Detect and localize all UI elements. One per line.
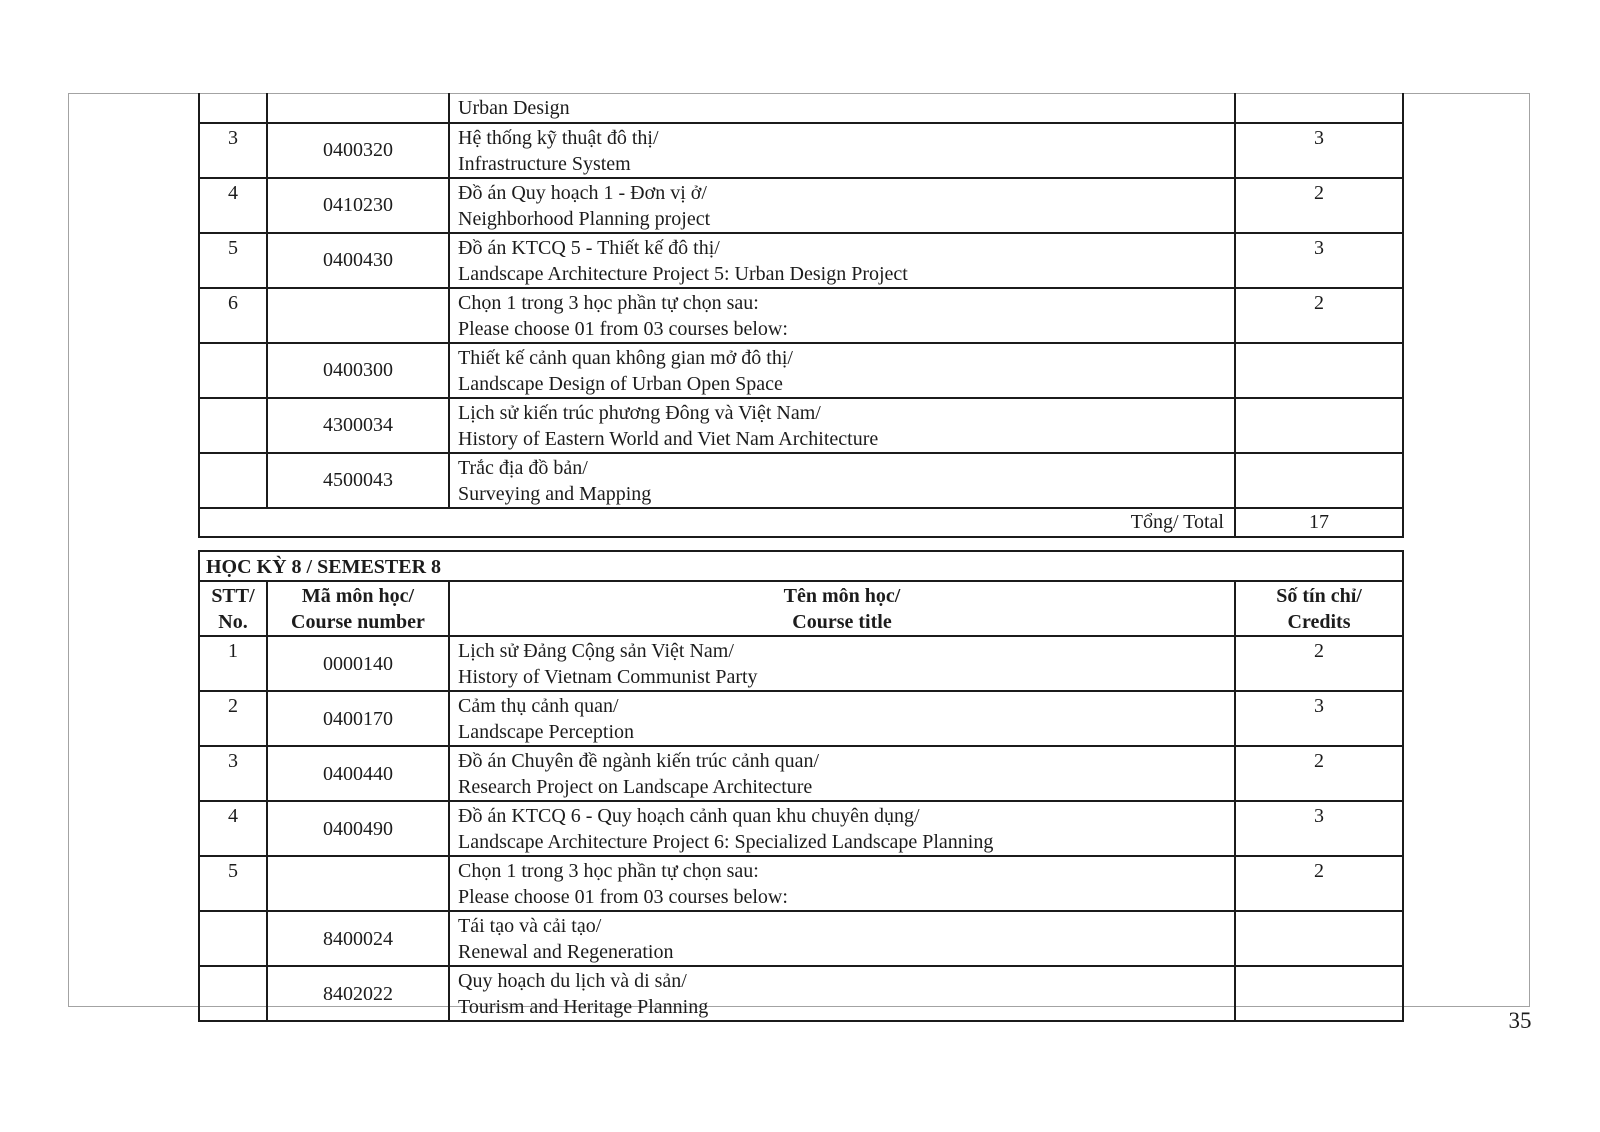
course-title-vi: Tái tạo và cải tạo/ — [458, 915, 602, 937]
course-title-cell — [449, 288, 1235, 343]
header-credits-cell — [1235, 581, 1403, 636]
header-credits-line1: Số tín chỉ/ — [1276, 585, 1362, 607]
course-no-cell: 5 — [199, 233, 267, 288]
course-code-cell: 8402022 — [267, 966, 449, 1021]
course-code-cell: 0000140 — [267, 636, 449, 691]
course-title-cell — [449, 94, 1235, 123]
total-credits-cell: 17 — [1235, 508, 1403, 537]
table-row — [199, 636, 1403, 691]
credits-cell: 2 — [1235, 288, 1403, 343]
table-row — [199, 856, 1403, 911]
course-code-cell: 8400024 — [267, 911, 449, 966]
table-row — [199, 123, 1403, 178]
course-title-en: Renewal and Regeneration — [458, 941, 674, 963]
header-code-line2: Course number — [291, 611, 425, 633]
table-row — [199, 911, 1403, 966]
course-title-en: History of Eastern World and Viet Nam Architecture — [458, 427, 879, 450]
header-code-line1: Mã môn học/ — [301, 585, 415, 607]
course-code-cell: 0400430 — [267, 233, 449, 288]
credits-cell: 3 — [1235, 691, 1403, 746]
credits-cell — [1235, 398, 1403, 453]
course-code-cell — [267, 856, 449, 911]
header-title-line1: Tên môn học/ — [783, 585, 901, 607]
course-title-en: Neighborhood Planning project — [458, 207, 711, 230]
table-row — [199, 343, 1403, 398]
course-title-vi: Chọn 1 trong 3 học phần tự chọn sau: — [458, 860, 759, 882]
course-title-cell — [449, 233, 1235, 288]
course-code-cell: 4300034 — [267, 398, 449, 453]
credits-cell: 2 — [1235, 636, 1403, 691]
course-code-cell: 0410230 — [267, 178, 449, 233]
credits-cell: 3 — [1235, 233, 1403, 288]
course-title-cell — [449, 453, 1235, 508]
course-title-cell — [449, 801, 1235, 856]
table-row — [199, 966, 1403, 1021]
table-row — [199, 801, 1403, 856]
course-title-en: Infrastructure System — [458, 152, 631, 175]
course-title-vi: Đồ án KTCQ 5 - Thiết kế đô thị/ — [458, 236, 720, 259]
table-row — [199, 94, 1403, 123]
credits-cell: 2 — [1235, 178, 1403, 233]
course-title-cell — [449, 343, 1235, 398]
course-no-cell: 1 — [199, 636, 267, 691]
course-title-cell — [449, 691, 1235, 746]
credits-cell — [1235, 966, 1403, 1021]
credits-cell — [1235, 343, 1403, 398]
table-row — [199, 233, 1403, 288]
course-code-cell: 0400170 — [267, 691, 449, 746]
table-row — [199, 398, 1403, 453]
course-no-cell: 6 — [199, 288, 267, 343]
course-title-vi: Hệ thống kỹ thuật đô thị/ — [458, 126, 659, 149]
course-title-vi: Cảm thụ cảnh quan/ — [458, 695, 619, 717]
course-no-cell — [199, 398, 267, 453]
course-title-cell — [449, 911, 1235, 966]
course-no-cell: 4 — [199, 178, 267, 233]
course-title-cell — [449, 746, 1235, 801]
course-code-cell: 4500043 — [267, 453, 449, 508]
course-title-vi: Đồ án Quy hoạch 1 - Đơn vị ở/ — [458, 181, 707, 204]
course-no-cell: 3 — [199, 123, 267, 178]
credits-cell: 3 — [1235, 801, 1403, 856]
header-no-line1: STT/ — [211, 585, 255, 607]
table-row — [199, 178, 1403, 233]
course-title-cell — [449, 398, 1235, 453]
semester7-courses-table-continued — [198, 93, 1404, 538]
course-title-vi: Quy hoạch du lịch và di sản/ — [458, 970, 687, 992]
course-title-en: Please choose 01 from 03 courses below: — [458, 886, 788, 908]
course-title-vi: Chọn 1 trong 3 học phần tự chọn sau: — [458, 291, 759, 314]
semester-title-row — [199, 551, 1403, 581]
course-title-vi: Lịch sử Đảng Cộng sản Việt Nam/ — [458, 640, 734, 662]
course-no-cell: 5 — [199, 856, 267, 911]
header-title-cell — [449, 581, 1235, 636]
course-no-cell — [199, 94, 267, 123]
course-code-cell: 0400440 — [267, 746, 449, 801]
header-code-cell — [267, 581, 449, 636]
course-no-cell — [199, 911, 267, 966]
total-label-cell: Tổng/ Total — [199, 508, 1235, 537]
course-title-en: Tourism and Heritage Planning — [458, 996, 709, 1018]
table-row — [199, 453, 1403, 508]
course-no-cell — [199, 966, 267, 1021]
credits-cell: 3 — [1235, 123, 1403, 178]
credits-cell — [1235, 453, 1403, 508]
header-credits-line2: Credits — [1287, 611, 1351, 633]
course-no-cell: 4 — [199, 801, 267, 856]
course-title-en: Urban Design — [458, 97, 570, 119]
course-no-cell: 2 — [199, 691, 267, 746]
course-title-vi: Trắc địa đồ bản/ — [458, 456, 588, 479]
course-code-cell — [267, 288, 449, 343]
course-code-cell: 0400300 — [267, 343, 449, 398]
course-title-cell — [449, 178, 1235, 233]
course-title-cell — [449, 636, 1235, 691]
course-code-cell — [267, 94, 449, 123]
course-no-cell — [199, 343, 267, 398]
course-title-en: Landscape Architecture Project 6: Specialized Landscape Planning — [458, 831, 994, 853]
semester8-courses-table — [198, 550, 1404, 1022]
course-title-vi: Đồ án KTCQ 6 - Quy hoạch cảnh quan khu chuyên dụng/ — [458, 805, 920, 827]
header-title-line2: Course title — [792, 611, 892, 633]
course-title-cell — [449, 966, 1235, 1021]
course-title-en: Landscape Perception — [458, 721, 635, 743]
semester-title: HỌC KỲ 8 / SEMESTER 8 — [199, 551, 1403, 581]
header-row — [199, 581, 1403, 636]
course-title-vi: Lịch sử kiến trúc phương Đông và Việt Nam/ — [458, 401, 821, 424]
table-row — [199, 746, 1403, 801]
credits-cell: 2 — [1235, 856, 1403, 911]
course-title-vi: Đồ án Chuyên đề ngành kiến trúc cảnh quan/ — [458, 750, 820, 772]
course-no-cell: 3 — [199, 746, 267, 801]
page-number: 35 — [1508, 1008, 1532, 1033]
course-title-en: History of Vietnam Communist Party — [458, 666, 758, 688]
course-title-en: Research Project on Landscape Architecture — [458, 776, 813, 798]
credits-cell — [1235, 911, 1403, 966]
table-row — [199, 691, 1403, 746]
course-title-vi: Thiết kế cảnh quan không gian mở đô thị/ — [458, 346, 793, 369]
course-code-cell: 0400490 — [267, 801, 449, 856]
credits-cell — [1235, 94, 1403, 123]
course-title-en: Surveying and Mapping — [458, 482, 652, 505]
table-row — [199, 288, 1403, 343]
header-no-line2: No. — [218, 611, 248, 633]
course-title-cell — [449, 123, 1235, 178]
header-no-cell — [199, 581, 267, 636]
course-code-cell: 0400320 — [267, 123, 449, 178]
course-title-cell — [449, 856, 1235, 911]
credits-cell: 2 — [1235, 746, 1403, 801]
course-title-en: Please choose 01 from 03 courses below: — [458, 317, 788, 340]
course-title-en: Landscape Design of Urban Open Space — [458, 372, 783, 395]
course-title-en: Landscape Architecture Project 5: Urban Design Project — [458, 262, 908, 285]
total-row — [199, 508, 1403, 537]
course-no-cell — [199, 453, 267, 508]
